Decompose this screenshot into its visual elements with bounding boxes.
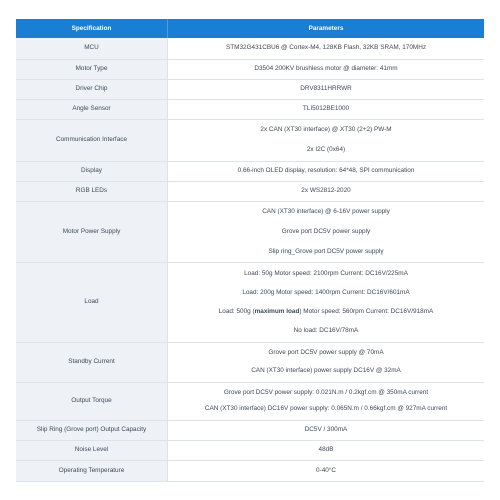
value-line: Load: 500g (maximum load) Motor speed: 560rpm Current: DC16V/918mA (218, 307, 434, 315)
row-value-motor-type (168, 59, 485, 79)
value-line: DC5V / 300mA (304, 426, 348, 433)
value-line: Load: 50g Motor speed: 2100rpm Current: DC16V/225mA (244, 269, 408, 277)
value-line: 2x WS2812-2020 (301, 187, 351, 194)
value-line: CAN (XT30 interface) @ 6-16V power supply (262, 207, 390, 215)
row-value-driver-chip (168, 79, 485, 99)
table-row (16, 161, 484, 181)
row-value-operating-temperature (168, 460, 485, 481)
header-parameters: Parameters (168, 19, 485, 38)
table-row (16, 59, 484, 79)
row-spec-driver-chip: Driver Chip (16, 79, 168, 99)
table-row (16, 460, 484, 481)
value-line: TLI5012BE1000 (302, 105, 350, 112)
table-row (16, 99, 484, 119)
row-value-mcu (168, 38, 485, 59)
row-value-motor-power-supply (168, 201, 485, 262)
row-spec-standby-current: Standby Current (16, 342, 168, 382)
row-spec-display: Display (16, 161, 168, 181)
row-spec-load: Load (16, 262, 168, 342)
specification-table (16, 19, 484, 482)
table-row (16, 420, 484, 440)
value-line: DRV8311HRRWR (300, 85, 352, 92)
table-row (16, 382, 484, 420)
row-spec-output-torque: Output Torque (16, 382, 168, 420)
table-row (16, 79, 484, 99)
row-value-communication-interface (168, 119, 485, 161)
row-value-rgb-leds (168, 181, 485, 201)
row-value-output-torque (168, 382, 485, 420)
value-line: STM32G431CBU6 @ Cortex-M4, 128KB Flash, 32KB SRAM, 170MHz (225, 44, 427, 52)
value-line: Grove port DC5V power supply: 0.021N.m / 0.2kgf.cm @ 350mA current (223, 389, 429, 396)
value-line: Load: 200g Motor speed: 1400rpm Current: DC16V/601mA (242, 288, 410, 296)
row-value-slip-ring-output-capacity (168, 420, 485, 440)
value-line: No load: DC16V/78mA (293, 326, 359, 334)
row-spec-rgb-leds: RGB LEDs (16, 181, 168, 201)
table-row (16, 38, 484, 59)
value-line: Grove port DC5V power supply (281, 227, 371, 235)
row-value-display (168, 161, 485, 181)
value-line: 48dB (318, 446, 334, 453)
table-row (16, 440, 484, 460)
value-line: 2x I2C (0x64) (306, 146, 346, 153)
value-line: Slip ring_Grove port DC5V power supply (268, 247, 384, 255)
value-line: 0-40°C (316, 466, 336, 474)
value-line: 0.66-inch OLED display, resolution: 64*48, SPI communication (237, 167, 415, 174)
table-row (16, 201, 484, 262)
value-line: CAN (XT30 interface) power supply DC16V @ 32mA (251, 367, 401, 374)
row-spec-operating-temperature: Operating Temperature (16, 460, 168, 481)
value-line: CAN (XT30 interface) DC16V power supply: 0.065N.m / 0.66kgf.cm @ 927mA current (204, 405, 448, 412)
row-spec-noise-level: Noise Level (16, 440, 168, 460)
row-value-angle-sensor (168, 99, 485, 119)
value-line: 2x CAN (XT30 interface) @ XT30 (2+2) PW-M (260, 126, 392, 133)
row-spec-mcu: MCU (16, 38, 168, 59)
row-spec-slip-ring-output-capacity: Slip Ring (Grove port) Output Capacity (16, 420, 168, 440)
maximum-load-emphasis: maximum load (254, 307, 300, 315)
row-value-load (168, 262, 485, 342)
value-line: D3504 200KV brushless motor @ diameter: 41mm (254, 65, 398, 72)
row-spec-motor-power-supply: Motor Power Supply (16, 201, 168, 262)
table-row (16, 181, 484, 201)
table-row (16, 342, 484, 382)
row-spec-motor-type: Motor Type (16, 59, 168, 79)
row-spec-communication-interface: Communication Interface (16, 119, 168, 161)
table-header-row (16, 19, 484, 38)
row-spec-angle-sensor: Angle Sensor (16, 99, 168, 119)
table-row (16, 119, 484, 161)
header-specification: Specification (16, 19, 168, 38)
row-value-standby-current (168, 342, 485, 382)
row-value-noise-level (168, 440, 485, 460)
value-line: Grove port DC5V power supply @ 70mA (268, 349, 384, 356)
table-row (16, 262, 484, 342)
